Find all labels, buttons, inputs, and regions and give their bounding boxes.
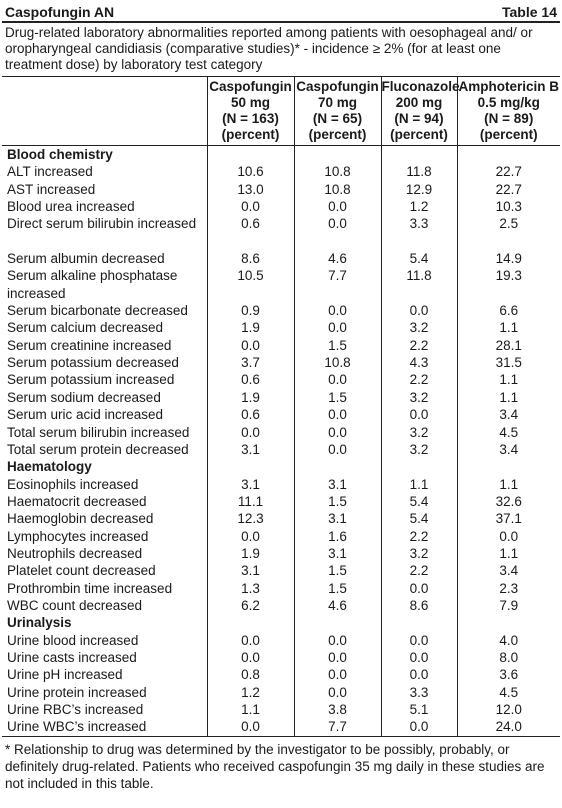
table-row bbox=[2, 319, 560, 336]
value-cell: 3.7 bbox=[207, 354, 294, 371]
value-cell: 12.0 bbox=[457, 701, 560, 718]
value-cell: 1.1 bbox=[457, 371, 560, 388]
section-heading: Haematology bbox=[7, 459, 92, 475]
empty-cell bbox=[294, 458, 381, 475]
empty-cell bbox=[381, 146, 457, 164]
value-cell: 0.0 bbox=[294, 424, 381, 441]
value-cell: 0.6 bbox=[207, 215, 294, 250]
value-cell: 28.1 bbox=[457, 337, 560, 354]
column-header: Fluconazole 200 mg (N = 94) (percent) bbox=[381, 77, 457, 146]
empty-cell bbox=[457, 458, 560, 475]
row-label: AST increased bbox=[7, 181, 96, 197]
value-cell: 0.0 bbox=[207, 337, 294, 354]
value-cell: 1.9 bbox=[207, 545, 294, 562]
value-cell: 8.0 bbox=[457, 649, 560, 666]
value-cell: 1.5 bbox=[294, 562, 381, 579]
value-cell: 37.1 bbox=[457, 510, 560, 527]
value-cell: 6.2 bbox=[207, 597, 294, 614]
row-label: Serum sodium decreased bbox=[7, 389, 161, 405]
value-cell: 3.4 bbox=[457, 562, 560, 579]
row-label: Serum potassium increased bbox=[7, 372, 175, 388]
table-row bbox=[2, 267, 560, 302]
value-cell: 3.8 bbox=[294, 701, 381, 718]
value-cell: 12.3 bbox=[207, 510, 294, 527]
empty-cell bbox=[207, 614, 294, 631]
column-header: Caspofungin 70 mg (N = 65) (percent) bbox=[294, 77, 381, 146]
empty-cell bbox=[207, 458, 294, 475]
row-label: ALT increased bbox=[7, 164, 93, 180]
value-cell: 4.6 bbox=[294, 250, 381, 267]
table-row bbox=[2, 684, 560, 701]
value-cell: 3.2 bbox=[381, 441, 457, 458]
value-cell: 0.0 bbox=[207, 649, 294, 666]
value-cell: 32.6 bbox=[457, 493, 560, 510]
table-row bbox=[2, 181, 560, 198]
table-row bbox=[2, 580, 560, 597]
row-label: Total serum bilirubin increased bbox=[7, 424, 190, 440]
value-cell: 3.2 bbox=[381, 319, 457, 336]
section-row bbox=[2, 458, 560, 475]
empty-cell bbox=[294, 146, 381, 164]
row-label: Urine pH increased bbox=[7, 667, 123, 683]
lab-abnormalities-table bbox=[2, 77, 560, 737]
value-cell: 3.1 bbox=[294, 476, 381, 493]
value-cell: 0.0 bbox=[381, 580, 457, 597]
table-row bbox=[2, 354, 560, 371]
row-label: Serum alkaline phosphatase increased bbox=[7, 268, 178, 301]
row-label: Total serum protein decreased bbox=[7, 441, 189, 457]
empty-cell bbox=[381, 458, 457, 475]
value-cell: 1.1 bbox=[207, 701, 294, 718]
row-label: Serum uric acid increased bbox=[7, 407, 164, 423]
value-cell: 3.1 bbox=[207, 562, 294, 579]
footnote: * Relationship to drug was determined by the investigator to be possibly, probably, or definitely drug-related. Patients who received caspofungin 35 mg daily in these studies are not included in this table. bbox=[5, 741, 545, 791]
value-cell: 4.6 bbox=[294, 597, 381, 614]
value-cell: 2.3 bbox=[457, 580, 560, 597]
value-cell: 24.0 bbox=[457, 718, 560, 736]
value-cell: 0.6 bbox=[207, 406, 294, 423]
drug-name: Caspofungin AN bbox=[5, 4, 115, 20]
value-cell: 1.2 bbox=[381, 198, 457, 215]
value-cell: 3.2 bbox=[381, 545, 457, 562]
row-label: WBC count decreased bbox=[7, 597, 143, 613]
section-row bbox=[2, 614, 560, 631]
value-cell: 3.1 bbox=[294, 545, 381, 562]
value-cell: 11.8 bbox=[381, 163, 457, 180]
row-label: Serum bicarbonate decreased bbox=[7, 303, 188, 319]
value-cell: 8.6 bbox=[381, 597, 457, 614]
table-row bbox=[2, 649, 560, 666]
section-heading: Blood chemistry bbox=[7, 147, 113, 162]
table-row bbox=[2, 250, 560, 267]
value-cell: 5.4 bbox=[381, 250, 457, 267]
value-cell: 0.0 bbox=[294, 666, 381, 683]
row-label: Eosinophils increased bbox=[7, 476, 139, 492]
table-row bbox=[2, 198, 560, 215]
value-cell: 5.4 bbox=[381, 510, 457, 527]
row-label: Haematocrit decreased bbox=[7, 493, 147, 509]
value-cell: 22.7 bbox=[457, 163, 560, 180]
value-cell: 8.6 bbox=[207, 250, 294, 267]
row-label: Urine WBC’s increased bbox=[2, 718, 207, 736]
value-cell: 3.3 bbox=[381, 684, 457, 701]
value-cell: 1.6 bbox=[294, 528, 381, 545]
empty-cell bbox=[381, 614, 457, 631]
row-label: Serum albumin decreased bbox=[7, 251, 165, 267]
value-cell: 0.0 bbox=[294, 198, 381, 215]
value-cell: 0.0 bbox=[381, 666, 457, 683]
value-cell: 0.0 bbox=[294, 319, 381, 336]
value-cell: 1.1 bbox=[381, 476, 457, 493]
value-cell: 0.0 bbox=[457, 528, 560, 545]
section-heading: Urinalysis bbox=[7, 615, 72, 631]
value-cell: 10.5 bbox=[207, 267, 294, 302]
value-cell: 6.6 bbox=[457, 302, 560, 319]
table-row bbox=[2, 441, 560, 458]
value-cell: 0.0 bbox=[294, 684, 381, 701]
table-row bbox=[2, 510, 560, 527]
value-cell: 0.0 bbox=[381, 649, 457, 666]
section-row bbox=[2, 146, 560, 164]
value-cell: 3.2 bbox=[381, 389, 457, 406]
table-number: Table 14 bbox=[502, 4, 557, 20]
row-label: Neutrophils decreased bbox=[7, 545, 143, 561]
row-label: Direct serum bilirubin increased bbox=[7, 216, 197, 232]
value-cell: 3.6 bbox=[457, 666, 560, 683]
value-cell: 2.2 bbox=[381, 562, 457, 579]
table-row bbox=[2, 406, 560, 423]
table-row bbox=[2, 666, 560, 683]
value-cell: 3.4 bbox=[457, 441, 560, 458]
empty-cell bbox=[457, 146, 560, 164]
column-header: Amphotericin B 0.5 mg/kg (N = 89) (percent) bbox=[457, 77, 560, 146]
value-cell: 1.5 bbox=[294, 337, 381, 354]
value-cell: 2.5 bbox=[457, 215, 560, 250]
value-cell: 13.0 bbox=[207, 181, 294, 198]
row-label: Prothrombin time increased bbox=[7, 580, 173, 596]
value-cell: 4.5 bbox=[457, 424, 560, 441]
value-cell: 10.8 bbox=[294, 163, 381, 180]
value-cell: 3.2 bbox=[381, 424, 457, 441]
value-cell: 1.3 bbox=[207, 580, 294, 597]
value-cell: 2.2 bbox=[381, 371, 457, 388]
value-cell: 1.1 bbox=[457, 476, 560, 493]
value-cell: 1.5 bbox=[294, 493, 381, 510]
value-cell: 22.7 bbox=[457, 181, 560, 198]
table-row bbox=[2, 424, 560, 441]
value-cell: 14.9 bbox=[457, 250, 560, 267]
value-cell: 1.2 bbox=[207, 684, 294, 701]
value-cell: 5.1 bbox=[381, 701, 457, 718]
value-cell: 3.3 bbox=[381, 215, 457, 250]
row-label: Urine blood increased bbox=[7, 632, 139, 648]
value-cell: 19.3 bbox=[457, 267, 560, 302]
value-cell: 1.1 bbox=[457, 319, 560, 336]
value-cell: 10.8 bbox=[294, 354, 381, 371]
value-cell: 0.0 bbox=[294, 215, 381, 250]
row-label: Urine casts increased bbox=[7, 649, 137, 665]
value-cell: 1.9 bbox=[207, 319, 294, 336]
value-cell: 4.5 bbox=[457, 684, 560, 701]
value-cell: 0.0 bbox=[207, 424, 294, 441]
table-caption: Drug-related laboratory abnormalities reported among patients with oesophageal and/ or oropharyngeal candidiasis (comparative studies)* - incidence ≥ 2% (for at least one treatment dose) by laboratory test category bbox=[2, 23, 560, 77]
table-row bbox=[2, 389, 560, 406]
column-header: Caspofungin 50 mg (N = 163) (percent) bbox=[207, 77, 294, 146]
value-cell: 0.0 bbox=[294, 371, 381, 388]
value-cell: 0.0 bbox=[381, 302, 457, 319]
value-cell: 31.5 bbox=[457, 354, 560, 371]
value-cell: 0.0 bbox=[294, 406, 381, 423]
table-row bbox=[2, 718, 560, 736]
empty-cell bbox=[457, 614, 560, 631]
table-header-bar bbox=[2, 2, 560, 23]
value-cell: 0.0 bbox=[207, 198, 294, 215]
table-row bbox=[2, 545, 560, 562]
row-label: Urine protein increased bbox=[7, 684, 147, 700]
value-cell: 1.5 bbox=[294, 580, 381, 597]
table-row bbox=[2, 371, 560, 388]
table-row bbox=[2, 528, 560, 545]
value-cell: 3.4 bbox=[457, 406, 560, 423]
row-label: Serum potassium decreased bbox=[7, 355, 179, 371]
value-cell: 0.0 bbox=[207, 632, 294, 649]
label-column-header bbox=[2, 77, 207, 146]
value-cell: 0.0 bbox=[294, 302, 381, 319]
value-cell: 2.2 bbox=[381, 337, 457, 354]
value-cell: 0.0 bbox=[294, 441, 381, 458]
value-cell: 11.1 bbox=[207, 493, 294, 510]
table-row bbox=[2, 337, 560, 354]
value-cell: 4.3 bbox=[381, 354, 457, 371]
value-cell: 1.9 bbox=[207, 389, 294, 406]
row-label: Serum creatinine increased bbox=[7, 337, 172, 353]
value-cell: 1.1 bbox=[457, 389, 560, 406]
value-cell: 7.7 bbox=[294, 718, 381, 736]
column-header-row bbox=[2, 77, 560, 146]
value-cell: 1.5 bbox=[294, 389, 381, 406]
table-row bbox=[2, 302, 560, 319]
value-cell: 5.4 bbox=[381, 493, 457, 510]
row-label: Platelet count decreased bbox=[7, 563, 156, 579]
value-cell: 2.2 bbox=[381, 528, 457, 545]
value-cell: 10.3 bbox=[457, 198, 560, 215]
table-row bbox=[2, 597, 560, 614]
value-cell: 12.9 bbox=[381, 181, 457, 198]
table-row bbox=[2, 493, 560, 510]
row-label: Serum calcium decreased bbox=[7, 320, 164, 336]
row-label: Blood urea increased bbox=[7, 199, 135, 215]
value-cell: 3.1 bbox=[294, 510, 381, 527]
value-cell: 0.8 bbox=[207, 666, 294, 683]
value-cell: 0.6 bbox=[207, 371, 294, 388]
value-cell: 0.0 bbox=[381, 632, 457, 649]
value-cell: 4.0 bbox=[457, 632, 560, 649]
value-cell: 10.6 bbox=[207, 163, 294, 180]
value-cell: 0.0 bbox=[207, 528, 294, 545]
table-row bbox=[2, 632, 560, 649]
value-cell: 0.0 bbox=[294, 649, 381, 666]
row-label: Haemoglobin decreased bbox=[7, 511, 154, 527]
value-cell: 0.9 bbox=[207, 302, 294, 319]
value-cell: 10.8 bbox=[294, 181, 381, 198]
value-cell: 0.0 bbox=[381, 406, 457, 423]
value-cell: 3.1 bbox=[207, 476, 294, 493]
value-cell: 7.7 bbox=[294, 267, 381, 302]
value-cell: 0.0 bbox=[381, 718, 457, 736]
table-row bbox=[2, 701, 560, 718]
table-row bbox=[2, 163, 560, 180]
value-cell: 11.8 bbox=[381, 267, 457, 302]
table-body bbox=[2, 146, 560, 737]
row-label: Lymphocytes increased bbox=[7, 528, 149, 544]
table-row bbox=[2, 476, 560, 493]
row-label: Urine RBC’s increased bbox=[7, 702, 144, 717]
value-cell: 0.0 bbox=[207, 718, 294, 736]
value-cell: 3.1 bbox=[207, 441, 294, 458]
table-row bbox=[2, 562, 560, 579]
empty-cell bbox=[294, 614, 381, 631]
value-cell: 1.1 bbox=[457, 545, 560, 562]
table-row bbox=[2, 215, 560, 250]
empty-cell bbox=[207, 146, 294, 164]
value-cell: 0.0 bbox=[294, 632, 381, 649]
value-cell: 7.9 bbox=[457, 597, 560, 614]
